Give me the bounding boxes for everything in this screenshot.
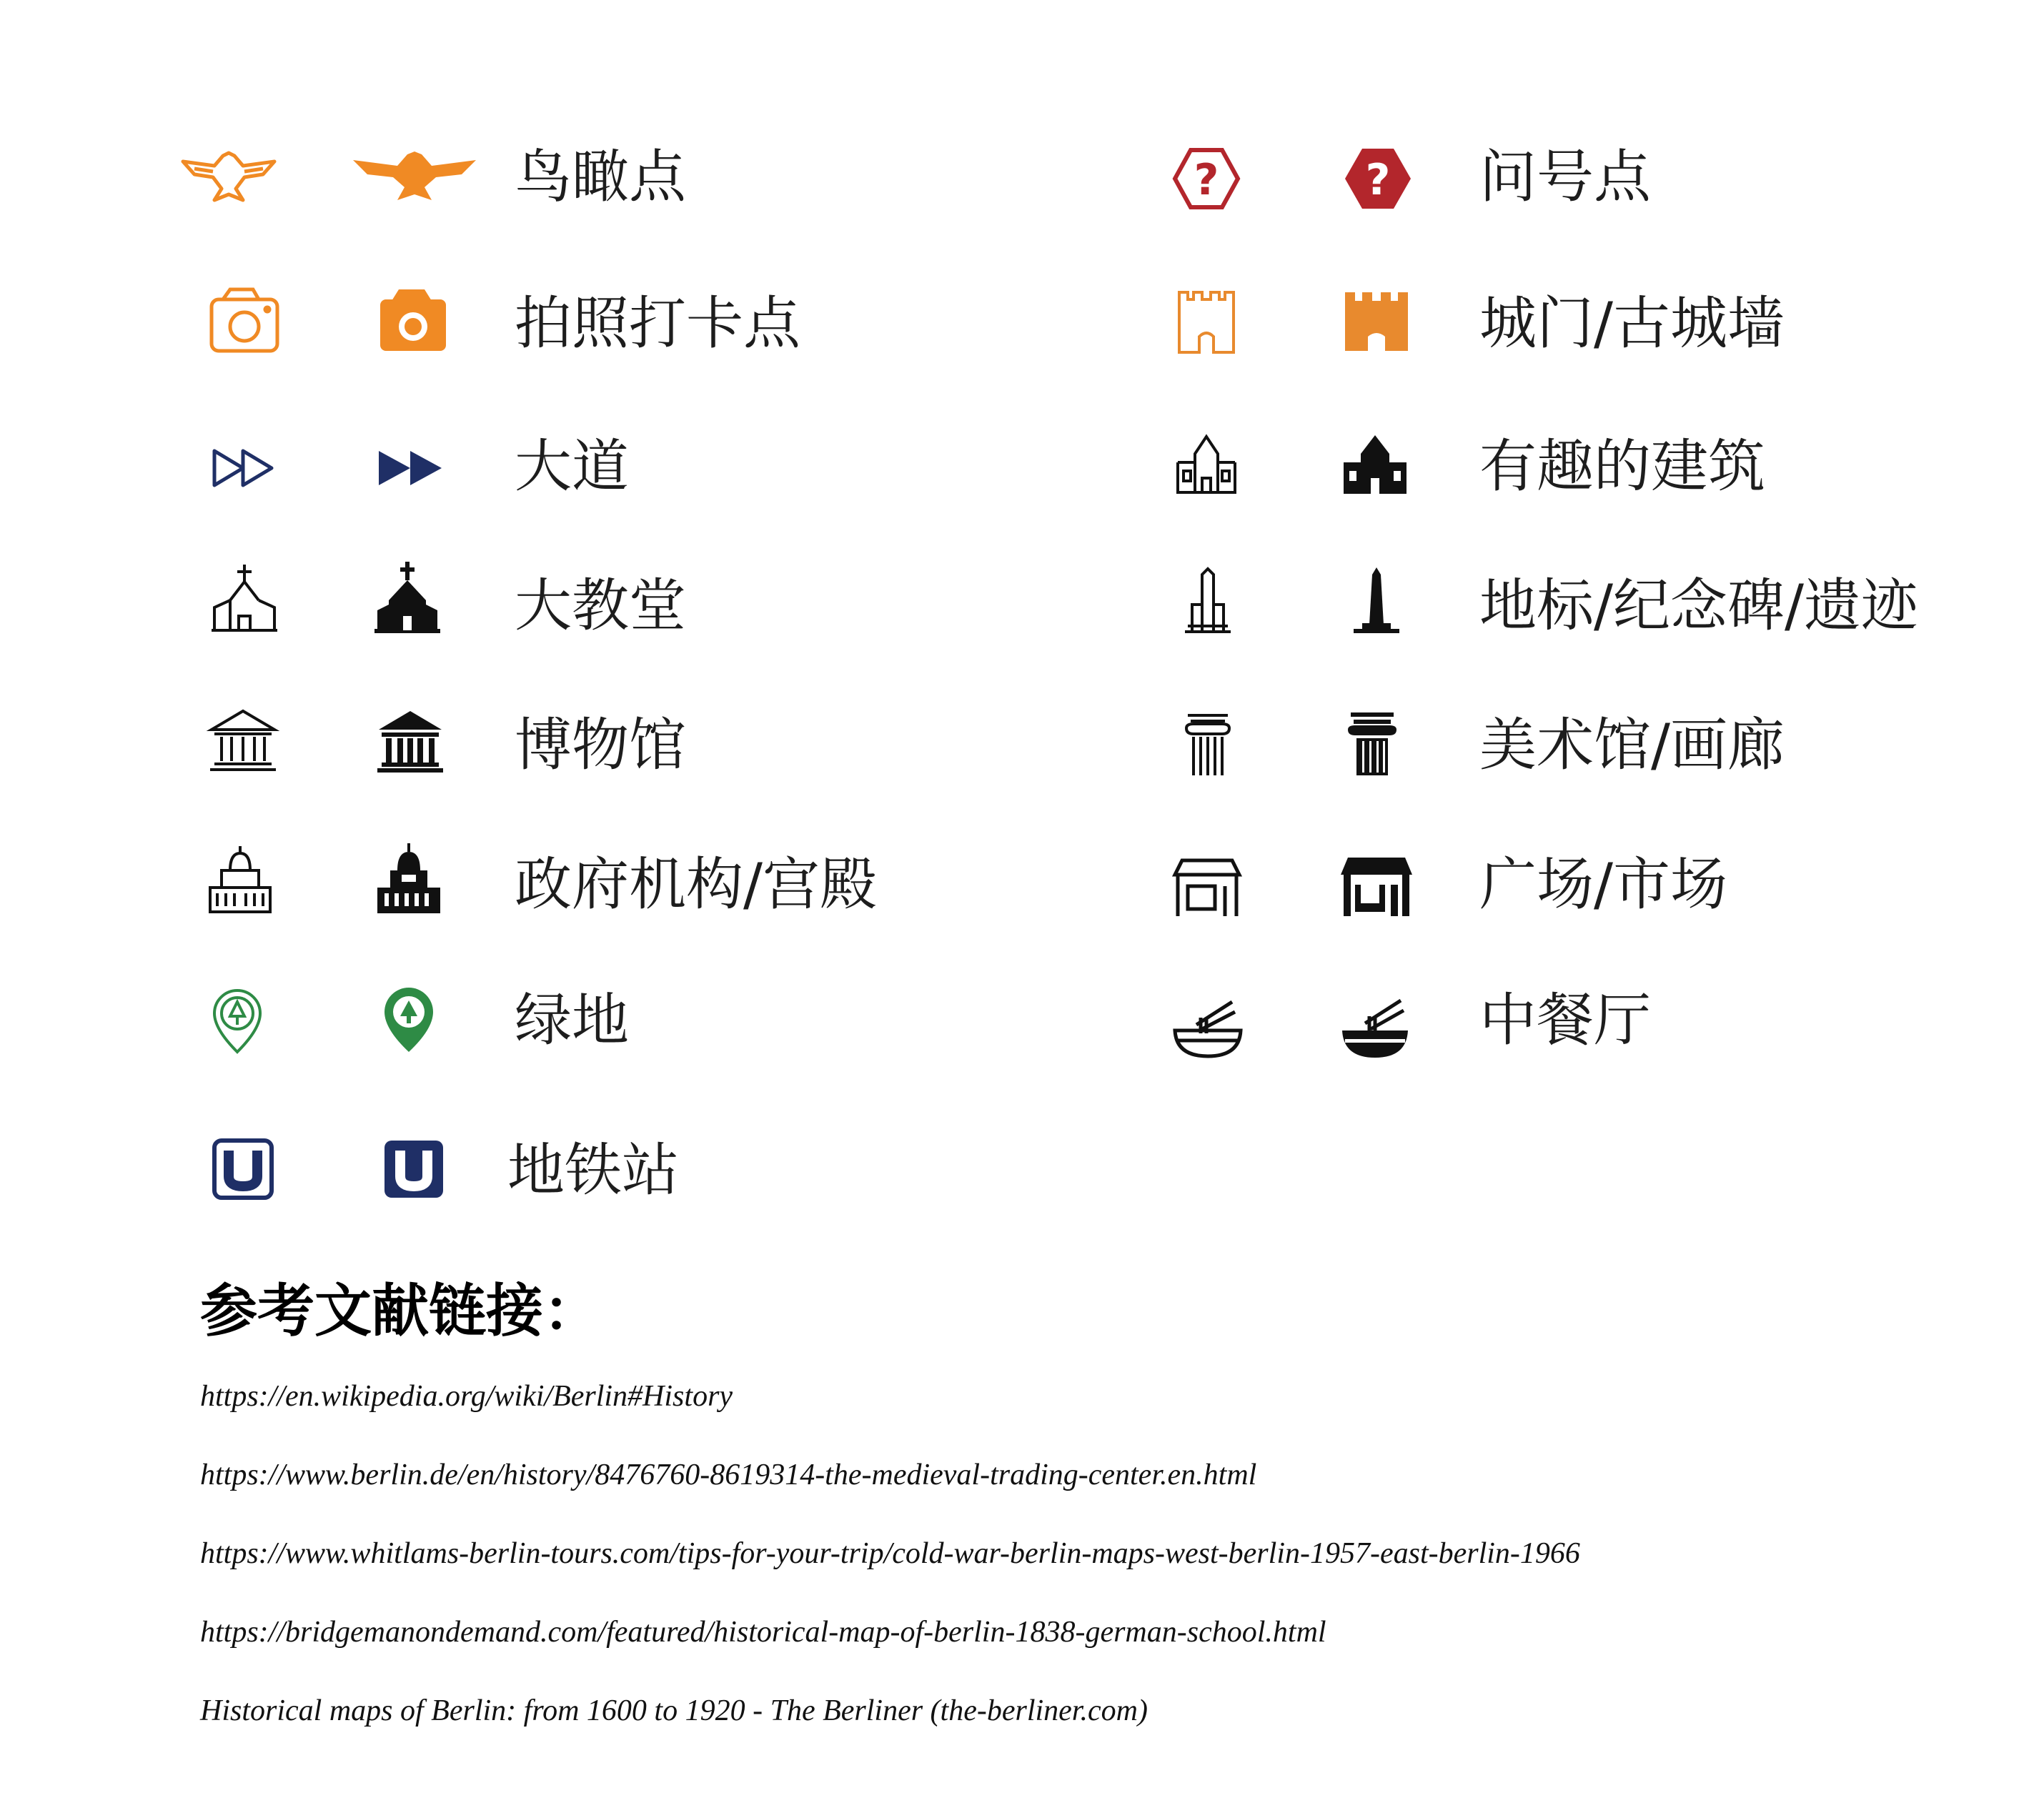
- reference-link[interactable]: https://en.wikipedia.org/wiki/Berlin#History: [200, 1380, 733, 1413]
- legend-label: 地标/纪念碑/遗迹: [1479, 572, 1918, 639]
- legend-label: 绿地: [515, 987, 629, 1053]
- u-bahn-outline-icon: [179, 1115, 279, 1229]
- fast-forward-outline-icon: [179, 411, 279, 525]
- legend-row-avenue: [179, 411, 822, 525]
- legend-row-subway: [179, 1115, 822, 1229]
- church-icon: [350, 550, 450, 665]
- ionic-column-icon: [1315, 690, 1415, 804]
- svg-text:?: ?: [1194, 155, 1219, 205]
- castle-gate-outline-icon: [1143, 268, 1244, 382]
- museum-outline-icon: [179, 690, 279, 804]
- tree-pin-outline-icon: [179, 965, 279, 1079]
- government-building-icon: [350, 829, 450, 943]
- legend-row-landmark: [1143, 550, 2001, 665]
- question-hexagon-icon: [1315, 121, 1415, 236]
- reference-link[interactable]: https://www.whitlams-berlin-tours.com/tips-for-your-trip/cold-war-berlin-maps-west-berlin-1957-east-berlin-1966: [200, 1537, 1580, 1570]
- noodle-bowl-outline-icon: [1143, 965, 1244, 1079]
- building-icon: [1315, 411, 1415, 525]
- legend-row-city-gate: [1143, 268, 1858, 382]
- camera-icon: [350, 268, 450, 382]
- reference-link[interactable]: https://www.berlin.de/en/history/8476760-8619314-the-medieval-trading-center.en.html: [200, 1459, 1257, 1491]
- legend-label: 城门/古城墙: [1479, 290, 1785, 357]
- legend-row-gallery: [1143, 690, 1858, 804]
- ionic-column-outline-icon: [1143, 690, 1244, 804]
- legend-row-cathedral: [179, 550, 822, 665]
- museum-icon: [350, 690, 450, 804]
- noodle-bowl-icon: [1315, 965, 1415, 1079]
- legend-row-green-space: [179, 965, 822, 1079]
- castle-gate-icon: [1315, 268, 1415, 382]
- reference-link[interactable]: Historical maps of Berlin: from 1600 to 1920 - The Berliner (the-berliner.com): [200, 1694, 1148, 1727]
- eagle-icon: [350, 121, 479, 236]
- legend-label: 政府机构/宫殿: [515, 851, 877, 918]
- legend-label: 广场/市场: [1479, 851, 1727, 918]
- legend-label: 问号点: [1479, 144, 1651, 210]
- legend-row-photo-spot: [179, 268, 822, 382]
- legend-row-interesting-building: [1143, 411, 1858, 525]
- u-bahn-icon: [350, 1115, 450, 1229]
- monument-outline-icon: [1143, 550, 1244, 665]
- references-heading: 参考文献链接：: [200, 1278, 600, 1344]
- legend-label: 拍照打卡点: [515, 290, 800, 357]
- legend-label: 有趣的建筑: [1479, 433, 1765, 500]
- monument-icon: [1315, 550, 1415, 665]
- legend-label: 鸟瞰点: [515, 144, 686, 210]
- legend-row-museum: [179, 690, 822, 804]
- tree-pin-icon: [350, 965, 450, 1079]
- legend-label: 博物馆: [515, 712, 686, 778]
- legend-row-government: [179, 829, 893, 943]
- government-building-outline-icon: [179, 829, 279, 943]
- legend-row-square-market: [1143, 829, 1858, 943]
- church-outline-icon: [179, 550, 279, 665]
- camera-outline-icon: [179, 268, 279, 382]
- svg-text:?: ?: [1365, 155, 1391, 205]
- fast-forward-icon: [350, 411, 450, 525]
- legend-row-chinese-restaurant: [1143, 965, 1858, 1079]
- market-stall-icon: [1315, 829, 1415, 943]
- eagle-outline-icon: [179, 121, 279, 236]
- legend-row-question-point: [1143, 121, 1858, 236]
- market-stall-outline-icon: [1143, 829, 1244, 943]
- legend-label: 大教堂: [515, 572, 686, 639]
- legend-row-viewpoint: [179, 121, 822, 236]
- legend-label: 地铁站: [507, 1137, 679, 1203]
- building-outline-icon: [1143, 411, 1244, 525]
- question-hexagon-outline-icon: [1143, 121, 1244, 236]
- legend-label: 大道: [515, 433, 629, 500]
- legend-label: 美术馆/画廊: [1479, 712, 1785, 778]
- legend-label: 中餐厅: [1479, 987, 1651, 1053]
- reference-link[interactable]: https://bridgemanondemand.com/featured/historical-map-of-berlin-1838-german-school.html: [200, 1616, 1326, 1649]
